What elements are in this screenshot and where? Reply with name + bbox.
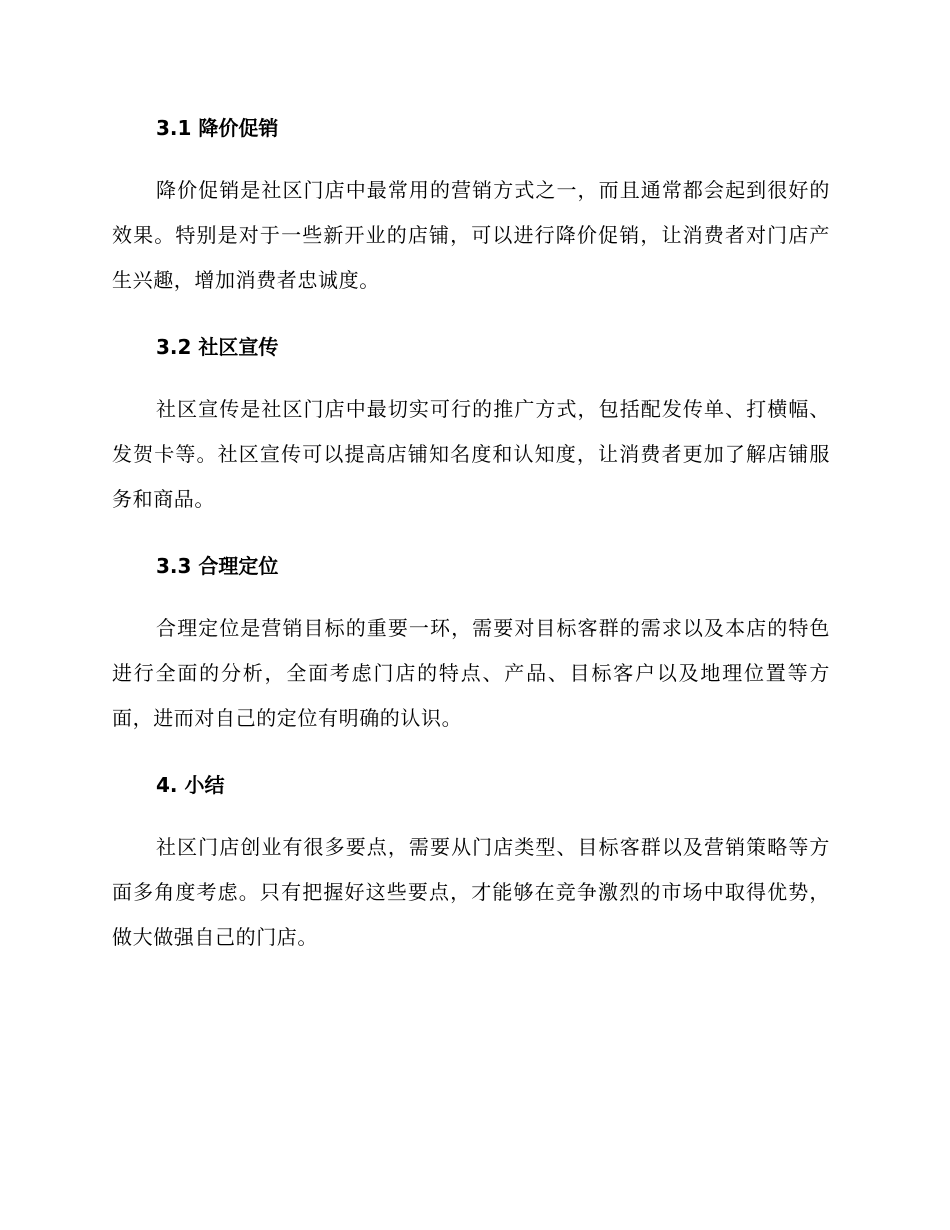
- section-community-promotion: [112, 327, 830, 522]
- section-paragraph: 社区门店创业有很多要点，需要从门店类型、目标客群以及营销策略等方面多角度考虑。只有把握好这些要点，才能够在竞争激烈的市场中取得优势，做大做强自己的门店。: [112, 835, 830, 949]
- section-paragraph: 社区宣传是社区门店中最切实可行的推广方式，包括配发传单、打横幅、发贺卡等。社区宣传可以提高店铺知名度和认知度，让消费者更加了解店铺服务和商品。: [112, 397, 830, 511]
- section-paragraph: 合理定位是营销目标的重要一环，需要对目标客群的需求以及本店的特色进行全面的分析，全面考虑门店的特点、产品、目标客户以及地理位置等方面，进而对自己的定位有明确的认识。: [112, 616, 830, 730]
- section-summary: [112, 765, 830, 960]
- section-price-promotion: [112, 108, 830, 303]
- section-paragraph: 降价促销是社区门店中最常用的营销方式之一，而且通常都会起到很好的效果。特别是对于一些新开业的店铺，可以进行降价促销，让消费者对门店产生兴趣，增加消费者忠诚度。: [112, 178, 830, 292]
- section-positioning: [112, 546, 830, 741]
- section-heading: 4. 小结: [156, 773, 225, 797]
- section-heading: 3.1 降价促销: [156, 116, 279, 140]
- section-heading: 3.2 社区宣传: [156, 335, 279, 359]
- section-heading: 3.3 合理定位: [156, 554, 279, 578]
